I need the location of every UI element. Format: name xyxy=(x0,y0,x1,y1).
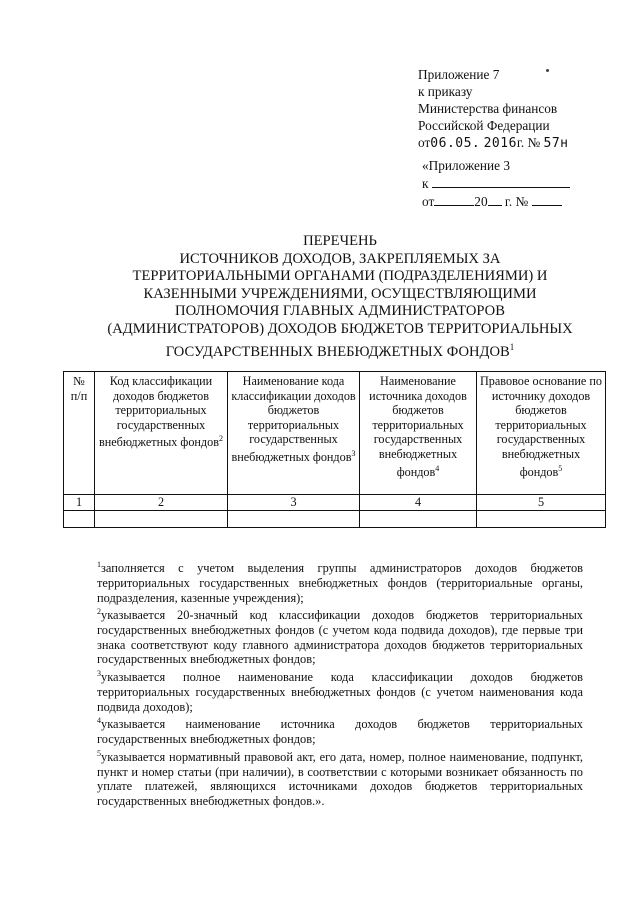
title-line-7 xyxy=(70,339,610,361)
footnote-1 xyxy=(97,558,583,605)
title-line-5: ПОЛНОМОЧИЯ ГЛАВНЫХ АДМИНИСТРАТОРОВ xyxy=(175,303,505,320)
column-number-cell: 5 xyxy=(477,495,606,511)
order-date-line xyxy=(418,134,569,152)
annex-number: Приложение 7 xyxy=(418,67,500,82)
annex3-ot-label: от xyxy=(422,194,435,209)
year-suffix: г. № xyxy=(516,135,541,150)
annex3-number-blank xyxy=(532,193,562,206)
title-footnote-mark: 1 xyxy=(509,341,515,352)
footnotes xyxy=(97,558,583,809)
title-line-3: ТЕРРИТОРИАЛЬНЫМИ ОРГАНАМИ (ПОДРАЗДЕЛЕНИЯМИ) И xyxy=(132,268,548,285)
header-cell-code-name xyxy=(228,372,360,495)
table-header-row xyxy=(64,372,606,495)
empty-cell xyxy=(360,510,477,527)
header-cell-text: Правовое основание по источнику доходов бюджетов территориальных государственных внебюджетных фондов xyxy=(480,374,602,479)
column-number-cell: 3 xyxy=(228,495,360,511)
footnote-text: указывается наименование источника доходов бюджетов территориальных государственных внебюджетных фондов; xyxy=(97,717,583,747)
header-cell-number xyxy=(64,372,95,495)
annex3-to-line xyxy=(422,175,570,193)
sources-table xyxy=(63,371,606,528)
header-cell-text: Наименование источника доходов бюджетов территориальных государственных внебюджетных фондов xyxy=(369,374,467,479)
ministry-name: Министерства финансов xyxy=(418,101,558,116)
country-name: Российской Федерации xyxy=(418,118,550,133)
footnote-mark: 2 xyxy=(97,607,101,617)
footnote-4 xyxy=(97,714,583,747)
annex3-k-label: к xyxy=(422,176,429,191)
header-cell-text: № п/п xyxy=(70,374,88,403)
header-cell-legal-basis xyxy=(477,372,606,495)
column-number-cell: 2 xyxy=(95,495,228,511)
footnote-mark: 5 xyxy=(97,748,101,758)
order-date: 06.05. xyxy=(430,136,481,151)
footnote-5 xyxy=(97,747,583,809)
table-number-row xyxy=(64,495,606,511)
empty-cell xyxy=(228,510,360,527)
title-line-4: КАЗЕННЫМИ УЧРЕЖДЕНИЯМИ, ОСУЩЕСТВЛЯЮЩИМИ xyxy=(143,285,537,302)
date-prefix: от xyxy=(418,135,431,150)
table-empty-row xyxy=(64,510,606,527)
annex3-year-mid: 20 xyxy=(474,194,488,209)
annex3-k-blank xyxy=(432,175,570,188)
order-number: 57н xyxy=(543,136,569,151)
header-cell-code xyxy=(95,372,228,495)
document-title xyxy=(70,233,610,361)
header-footnote-mark: 5 xyxy=(558,463,563,473)
column-number-cell: 1 xyxy=(64,495,95,511)
footnote-text: указывается полное наименование кода классификации доходов бюджетов территориальных государственных внебюджетных фондов (с учетом наименования кода подвида доходов); xyxy=(97,670,583,714)
to-order: к приказу xyxy=(418,84,473,99)
column-number-cell: 4 xyxy=(360,495,477,511)
footnote-mark: 4 xyxy=(97,716,101,726)
empty-cell xyxy=(95,510,228,527)
title-line-2: ИСТОЧНИКОВ ДОХОДОВ, ЗАКРЕПЛЯЕМЫХ ЗА xyxy=(179,250,501,267)
annex3-no-label: г. № xyxy=(504,194,529,209)
header-cell-text: Наименование кода классификации доходов бюджетов территориальных государственных внебюджетных фондов xyxy=(231,374,356,465)
title-line-6: (АДМИНИСТРАТОРОВ) ДОХОДОВ БЮДЖЕТОВ ТЕРРИТОРИАЛЬНЫХ xyxy=(107,320,573,337)
header-footnote-mark: 2 xyxy=(218,434,223,444)
empty-cell xyxy=(477,510,606,527)
annex3-day-blank xyxy=(434,193,474,206)
annex3-title: «Приложение 3 xyxy=(422,158,510,173)
annex7-header xyxy=(418,66,569,152)
empty-cell xyxy=(64,510,95,527)
footnote-text: указывается 20-значный код классификации доходов бюджетов территориальных государственных внебюджетных фондов (с учетом кода подвида доходов), где первые три знака соответствуют коду главного администратора доходов бюджетов территориальных государственных внебюджетных фондов; xyxy=(97,608,583,667)
footnote-text: заполняется с учетом выделения группы администраторов доходов бюджетов территориальных государственных внебюджетных фондов (территориальные органы, подразделения, казенные учреждения); xyxy=(97,561,583,605)
annex3-date-line xyxy=(422,193,570,211)
header-cell-text: Код классификации доходов бюджетов территориальных государственных внебюджетных фондов xyxy=(99,374,219,450)
footnote-2 xyxy=(97,605,583,667)
title-line-7-text: ГОСУДАРСТВЕННЫХ ВНЕБЮДЖЕТНЫХ ФОНДОВ xyxy=(165,343,510,360)
header-footnote-mark: 3 xyxy=(351,448,356,458)
header-footnote-mark: 4 xyxy=(435,463,440,473)
footnote-3 xyxy=(97,667,583,714)
annex3-header xyxy=(422,157,570,211)
annex3-year-blank xyxy=(488,193,502,206)
footnote-mark: 3 xyxy=(97,669,101,679)
footnote-text: указывается нормативный правовой акт, его дата, номер, полное наименование, подпункт, пункт и номер статьи (при наличии), в соответствии с которыми возникает обязанность по уплате платежей, являющихся источниками доходов бюджетов территориальных государственных внебюджетных фондов.». xyxy=(97,750,583,809)
order-year: 2016 xyxy=(483,136,517,151)
footnote-mark: 1 xyxy=(97,560,101,569)
header-cell-source-name xyxy=(360,372,477,495)
title-line-1: ПЕРЕЧЕНЬ xyxy=(303,233,377,249)
